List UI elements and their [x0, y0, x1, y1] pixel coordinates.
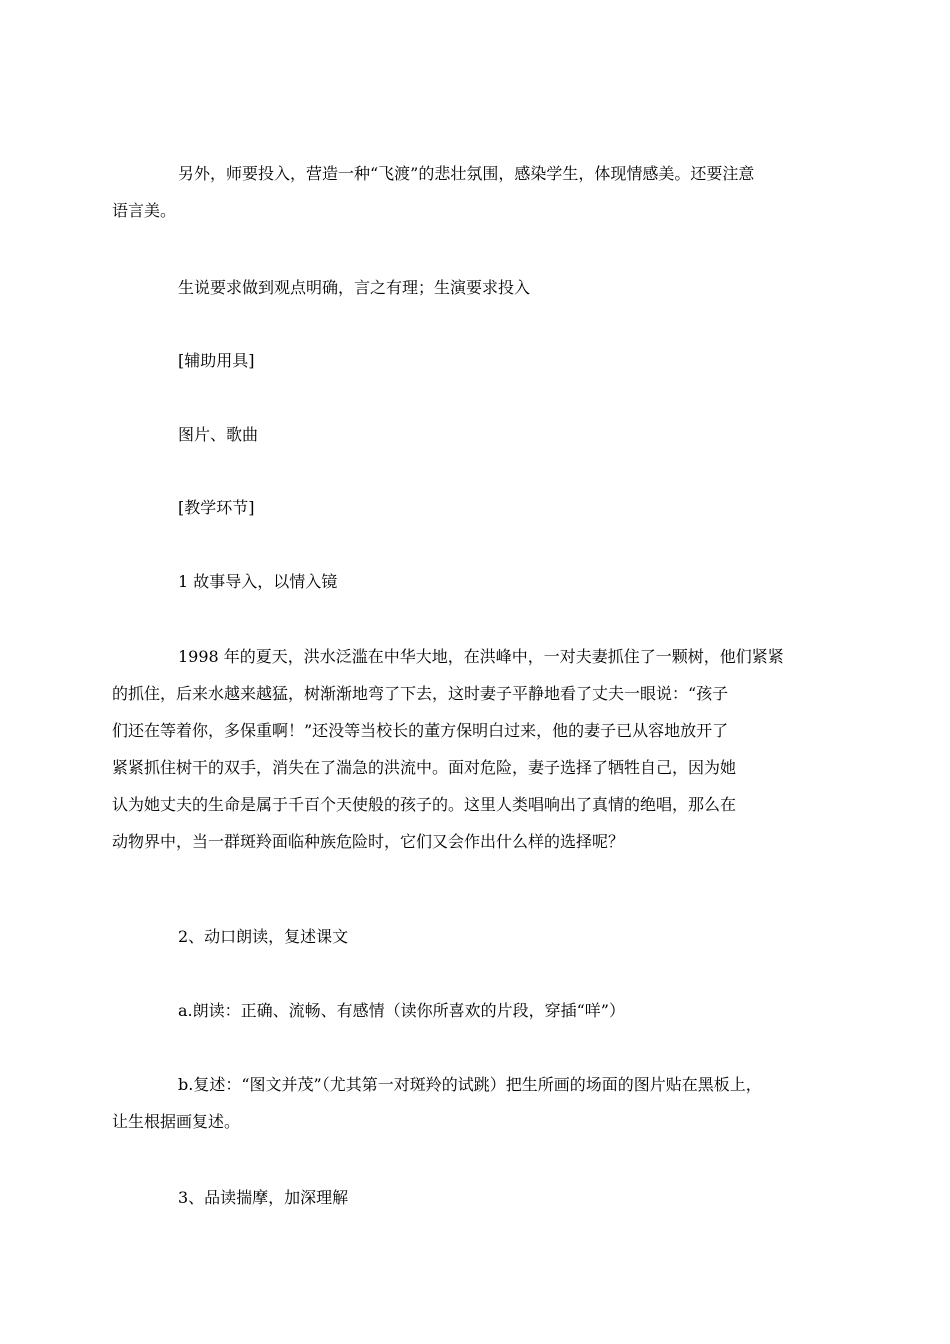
text-line: 语言美。: [112, 201, 177, 220]
text-line: 另外，师要投入，营造一种“飞渡”的悲壮氛围，感染学生，体现情感美。还要注意: [178, 164, 755, 183]
heading-aids: [145, 342, 813, 379]
paragraph-intro-teacher: [112, 155, 813, 229]
text-line: 紧紧抓住树干的双手，消失在了湍急的洪流中。面对危险，妻子选择了牺牲自己，因为她: [112, 758, 737, 777]
heading-teaching-steps: [145, 489, 813, 526]
paragraph-reading: [145, 992, 813, 1029]
text-line: 认为她丈夫的生命是属于千百个天使般的孩子的。这里人类唱响出了真情的绝唱，那么在: [112, 795, 737, 814]
text-line: 们还在等着你，多保重啊！”还没等当校长的董方保明白过来，他的妻子已从容地放开了: [112, 721, 729, 740]
text-line: 1998 年的夏天，洪水泛滥在中华大地，在洪峰中，一对夫妻抓住了一颗树，他们紧紧: [178, 647, 784, 666]
paragraph-story: [112, 638, 813, 860]
text-line: 让生根据画复述。: [112, 1112, 241, 1131]
text-line: 的抓住，后来水越来越猛，树渐渐地弯了下去，这时妻子平静地看了丈夫一眼说：“孩子: [112, 684, 729, 703]
text-line: 1 故事导入，以情入镜: [178, 572, 338, 591]
text-line: 生说要求做到观点明确，言之有理；生演要求投入: [178, 278, 531, 297]
paragraph-aids-list: [145, 416, 813, 453]
paragraph-student-requirements: [145, 269, 813, 306]
paragraph-retelling: [112, 1066, 813, 1140]
text-line: 动物界中，当一群斑羚面临种族危险时，它们又会作出什么样的选择呢？: [112, 832, 625, 851]
text-line: b.复述：“图文并茂”（尤其第一对斑羚的试跳）把生所画的场面的图片贴在黑板上，: [178, 1075, 762, 1094]
text-line: a.朗读：正确、流畅、有感情（读你所喜欢的片段，穿插“咩”）: [178, 1001, 625, 1020]
text-line: [辅助用具]: [178, 351, 255, 370]
text-line: 2、动口朗读，复述课文: [178, 927, 349, 946]
text-line: 图片、歌曲: [178, 425, 259, 444]
text-line: [教学环节]: [178, 498, 255, 517]
heading-step-1: [145, 563, 813, 600]
heading-step-3: [145, 1179, 813, 1216]
heading-step-2: [145, 918, 813, 955]
text-line: 3、品读揣摩，加深理解: [178, 1188, 349, 1207]
